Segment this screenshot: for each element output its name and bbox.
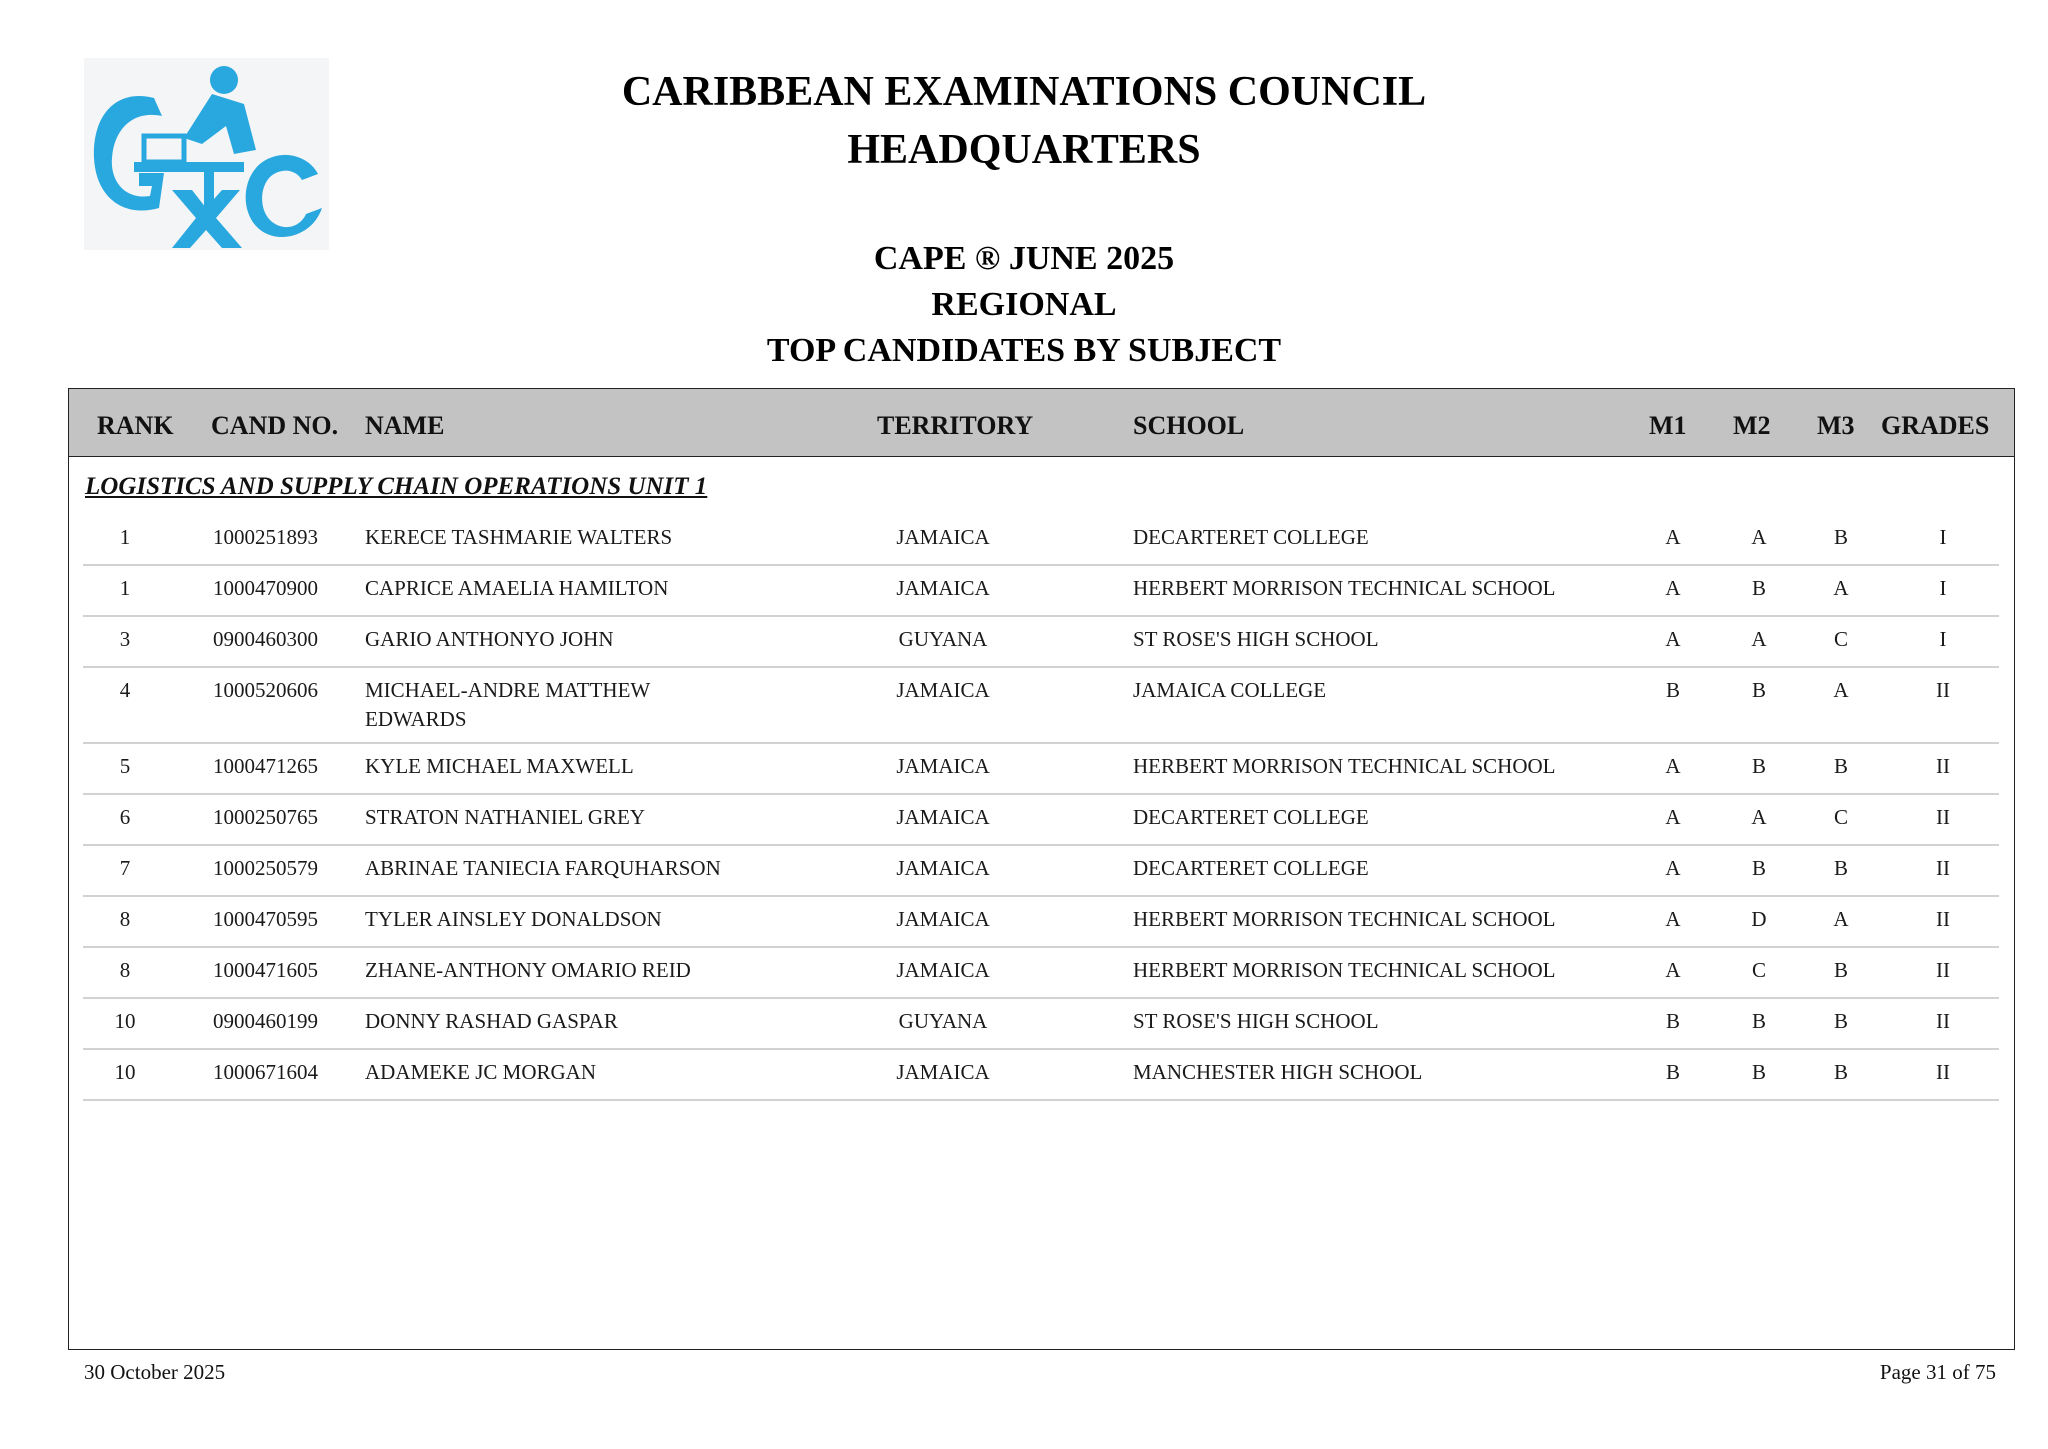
cell-territory: JAMAICA (896, 1060, 990, 1084)
col-rank: RANK (97, 411, 174, 440)
cell-m1: B (1665, 678, 1680, 702)
report-title: TOP CANDIDATES BY SUBJECT (766, 332, 1282, 369)
org-subtitle: HEADQUARTERS (847, 127, 1201, 173)
col-grades: GRADES (1881, 411, 1990, 440)
cell-rank: 5 (119, 754, 131, 778)
cell-m1: A (1665, 754, 1681, 778)
cell-rank: 7 (119, 856, 131, 880)
cell-m3: B (1833, 754, 1848, 778)
exam-title: CAPE ® JUNE 2025 (873, 240, 1175, 277)
table-row (83, 742, 1999, 795)
cell-name: GARIO ANTHONYO JOHN (365, 627, 614, 651)
cell-name: MICHAEL-ANDRE MATTHEW EDWARDS (365, 678, 650, 731)
cell-m3: B (1833, 856, 1848, 880)
cell-territory: JAMAICA (896, 576, 990, 600)
cell-m2: A (1751, 627, 1767, 651)
cell-school: HERBERT MORRISON TECHNICAL SCHOOL (1133, 754, 1556, 778)
cell-school: JAMAICA COLLEGE (1133, 678, 1327, 702)
cell-rank: 6 (119, 805, 131, 829)
cell-territory: JAMAICA (896, 958, 990, 982)
table-row (83, 946, 1999, 999)
cell-m3: B (1833, 525, 1848, 549)
cell-territory: JAMAICA (896, 754, 990, 778)
cell-m3: C (1833, 627, 1848, 651)
results-table (68, 388, 2015, 1350)
col-m3: M3 (1817, 411, 1855, 440)
cell-name: ADAMEKE JC MORGAN (365, 1060, 597, 1084)
cell-grade: I (1939, 627, 1947, 651)
cell-school: MANCHESTER HIGH SCHOOL (1133, 1060, 1423, 1084)
cell-territory: JAMAICA (896, 805, 990, 829)
cell-name: STRATON NATHANIEL GREY (365, 805, 645, 829)
col-name: NAME (365, 411, 445, 440)
cell-grade: II (1936, 1009, 1950, 1033)
cell-m1: A (1665, 958, 1681, 982)
cell-grade: II (1936, 907, 1950, 931)
cell-m3: B (1833, 1009, 1848, 1033)
table-header (69, 389, 2014, 457)
cell-cand-no: 1000520606 (213, 678, 318, 702)
cell-m2: D (1751, 907, 1767, 931)
cell-m3: A (1833, 576, 1849, 600)
col-cand-no: CAND NO. (211, 411, 339, 440)
table-row (83, 895, 1999, 948)
cell-territory: JAMAICA (896, 856, 990, 880)
cell-school: HERBERT MORRISON TECHNICAL SCHOOL (1133, 907, 1556, 931)
cell-name: TYLER AINSLEY DONALDSON (365, 907, 662, 931)
cell-rank: 8 (119, 958, 131, 982)
table-row (83, 564, 1999, 617)
cell-m1: A (1665, 525, 1681, 549)
col-school: SCHOOL (1133, 411, 1245, 440)
cell-grade: II (1936, 856, 1950, 880)
cell-name: ZHANE-ANTHONY OMARIO REID (365, 958, 691, 982)
cell-name: KERECE TASHMARIE WALTERS (365, 525, 673, 549)
cell-school: ST ROSE'S HIGH SCHOOL (1133, 627, 1379, 651)
cell-m1: A (1665, 805, 1681, 829)
cell-m2: B (1751, 856, 1766, 880)
table-row (83, 666, 1999, 744)
cell-school: DECARTERET COLLEGE (1133, 805, 1369, 829)
cell-name: ABRINAE TANIECIA FARQUHARSON (365, 856, 721, 880)
page-number: Page 31 of 75 (1879, 1360, 1996, 1384)
cell-cand-no: 1000471265 (213, 754, 318, 778)
table-row (83, 513, 1999, 566)
cell-cand-no: 1000470595 (213, 907, 318, 931)
org-title: CARIBBEAN EXAMINATIONS COUNCIL (621, 69, 1427, 115)
cell-cand-no: 1000471605 (213, 958, 318, 982)
cell-m3: A (1833, 678, 1849, 702)
cell-grade: II (1936, 805, 1950, 829)
table-row (83, 615, 1999, 668)
cell-cand-no: 1000250765 (213, 805, 318, 829)
cell-school: HERBERT MORRISON TECHNICAL SCHOOL (1133, 958, 1556, 982)
cell-grade: II (1936, 958, 1950, 982)
scope-title: REGIONAL (931, 286, 1117, 323)
cell-territory: JAMAICA (896, 907, 990, 931)
cell-school: DECARTERET COLLEGE (1133, 525, 1369, 549)
cell-school: HERBERT MORRISON TECHNICAL SCHOOL (1133, 576, 1556, 600)
subject-title: LOGISTICS AND SUPPLY CHAIN OPERATIONS UNIT 1 (85, 473, 708, 500)
cell-name: KYLE MICHAEL MAXWELL (365, 754, 634, 778)
cell-m1: B (1665, 1060, 1680, 1084)
cell-cand-no: 1000470900 (213, 576, 318, 600)
cell-m2: A (1751, 805, 1767, 829)
cell-m2: B (1751, 678, 1766, 702)
cell-cand-no: 0900460300 (213, 627, 318, 651)
cell-m3: B (1833, 958, 1848, 982)
cell-territory: GUYANA (898, 627, 988, 651)
col-m1: M1 (1649, 411, 1687, 440)
cell-rank: 10 (114, 1009, 136, 1033)
cell-rank: 4 (119, 678, 131, 702)
cell-name: CAPRICE AMAELIA HAMILTON (365, 576, 669, 600)
footer-date: 30 October 2025 (84, 1360, 226, 1384)
cell-rank: 3 (119, 627, 131, 651)
cell-cand-no: 1000671604 (213, 1060, 318, 1084)
cell-m1: A (1665, 576, 1681, 600)
table-row (83, 997, 1999, 1050)
cell-m3: C (1833, 805, 1848, 829)
cell-m2: A (1751, 525, 1767, 549)
cell-m2: B (1751, 1060, 1766, 1084)
cell-rank: 1 (119, 525, 131, 549)
cell-grade: II (1936, 678, 1950, 702)
cell-m2: C (1751, 958, 1766, 982)
cell-cand-no: 1000251893 (213, 525, 318, 549)
cell-m1: A (1665, 907, 1681, 931)
cell-rank: 1 (119, 576, 131, 600)
cell-m1: A (1665, 856, 1681, 880)
table-row (83, 1048, 1999, 1101)
cell-m2: B (1751, 754, 1766, 778)
cell-cand-no: 1000250579 (213, 856, 318, 880)
cell-cand-no: 0900460199 (213, 1009, 318, 1033)
cell-territory: GUYANA (898, 1009, 988, 1033)
table-row (83, 844, 1999, 897)
cell-school: DECARTERET COLLEGE (1133, 856, 1369, 880)
col-m2: M2 (1733, 411, 1771, 440)
cell-territory: JAMAICA (896, 678, 990, 702)
cell-m2: B (1751, 576, 1766, 600)
cell-territory: JAMAICA (896, 525, 990, 549)
cell-grade: I (1939, 525, 1947, 549)
table-row (83, 793, 1999, 846)
cell-grade: II (1936, 1060, 1950, 1084)
col-territory: TERRITORY (877, 411, 1034, 440)
cell-m3: A (1833, 907, 1849, 931)
cell-grade: II (1936, 754, 1950, 778)
cell-m1: B (1665, 1009, 1680, 1033)
cell-rank: 10 (114, 1060, 136, 1084)
cell-school: ST ROSE'S HIGH SCHOOL (1133, 1009, 1379, 1033)
cell-m3: B (1833, 1060, 1848, 1084)
cell-m1: A (1665, 627, 1681, 651)
cell-grade: I (1939, 576, 1947, 600)
cell-m2: B (1751, 1009, 1766, 1033)
cell-name: DONNY RASHAD GASPAR (365, 1009, 618, 1033)
cell-rank: 8 (119, 907, 131, 931)
